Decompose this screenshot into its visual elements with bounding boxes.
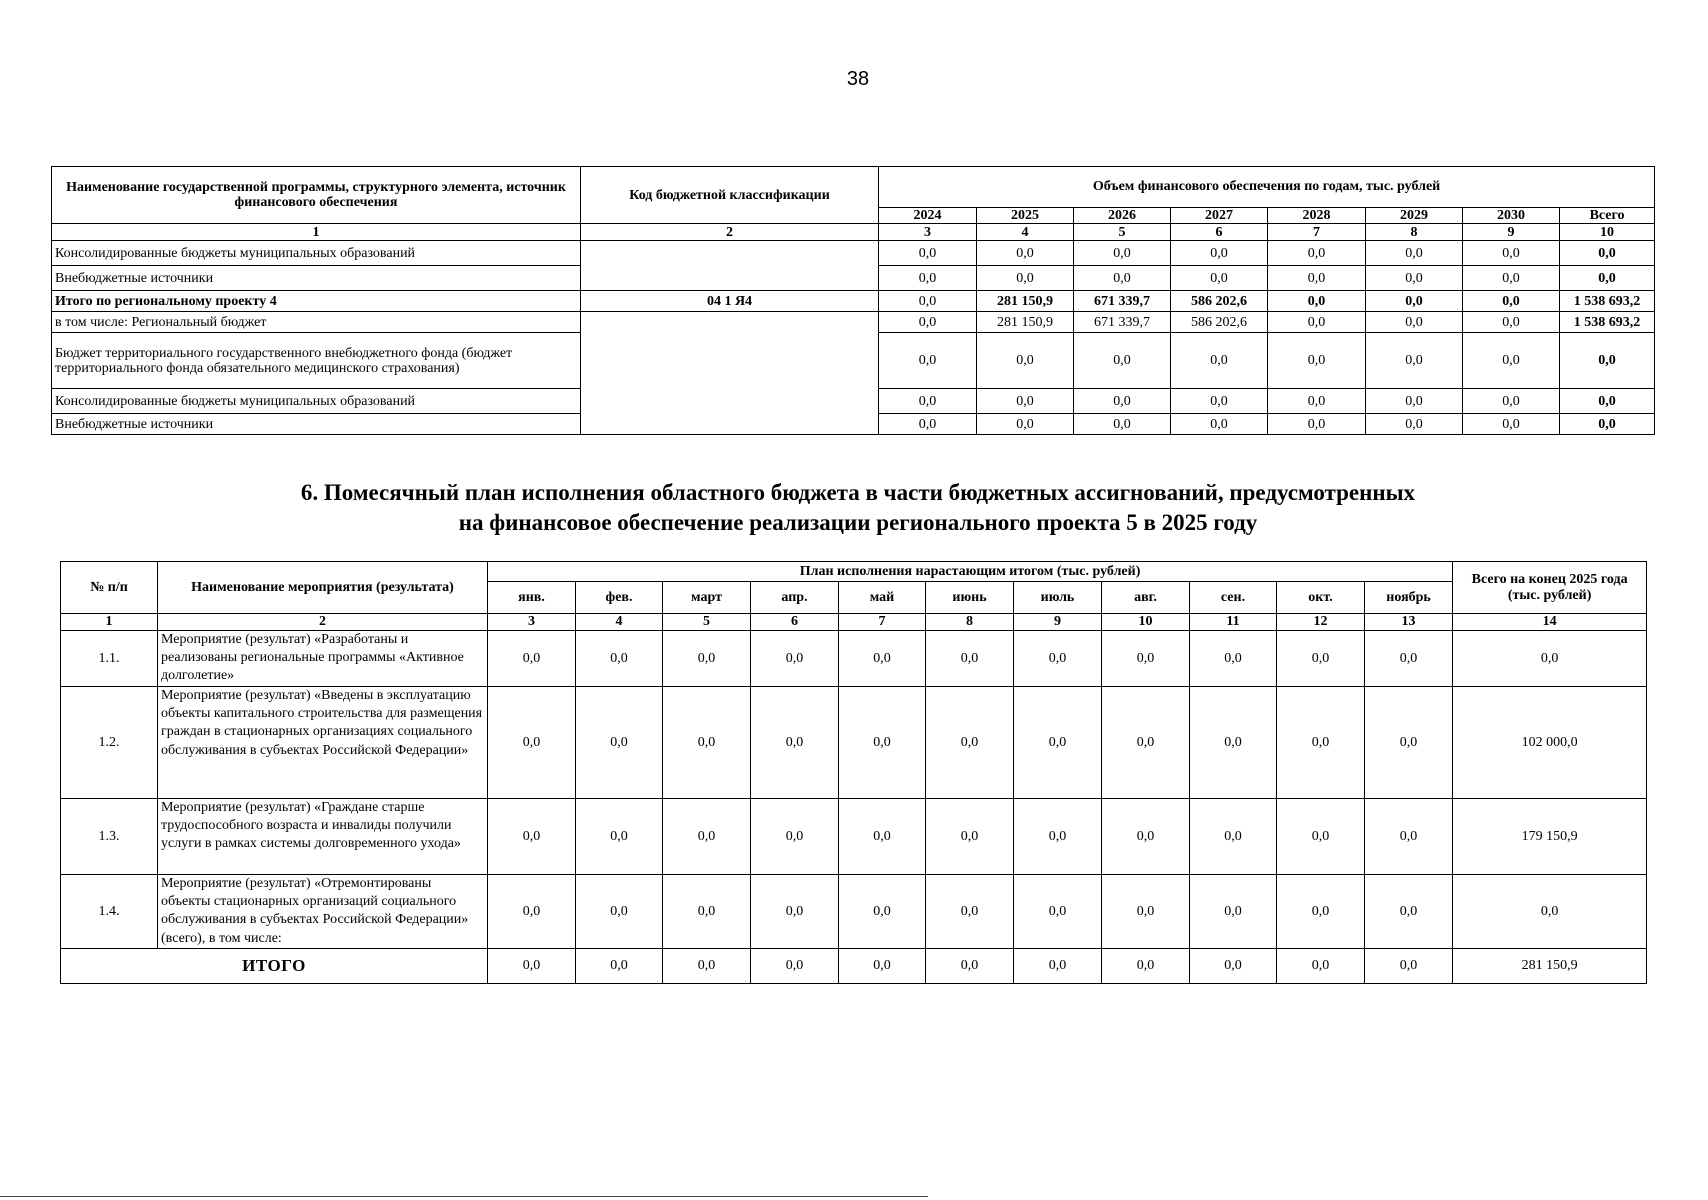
value-cell: 0,0 bbox=[1074, 266, 1171, 291]
row-number: 1.1. bbox=[61, 631, 158, 687]
month-value: 0,0 bbox=[1102, 687, 1190, 799]
year-header: 2029 bbox=[1366, 208, 1463, 224]
year-header: Всего bbox=[1560, 208, 1655, 224]
month-value: 0,0 bbox=[1014, 631, 1102, 687]
value-cell: 0,0 bbox=[1366, 333, 1463, 389]
value-cell: 0,0 bbox=[977, 414, 1074, 435]
column-index: 1 bbox=[52, 224, 581, 241]
row-name: Бюджет территориального государственного внебюджетного фонда (бюджет территориального фонда обязательного медицинского страхования) bbox=[52, 333, 581, 389]
column-index: 9 bbox=[1014, 614, 1102, 631]
value-cell: 671 339,7 bbox=[1074, 312, 1171, 333]
month-value: 0,0 bbox=[839, 875, 926, 949]
month-value: 0,0 bbox=[576, 875, 663, 949]
month-value: 0,0 bbox=[663, 631, 751, 687]
month-value: 0,0 bbox=[926, 875, 1014, 949]
column-index: 1 bbox=[61, 614, 158, 631]
year-header: 2024 bbox=[879, 208, 977, 224]
month-value: 0,0 bbox=[1365, 799, 1453, 875]
column-index: 8 bbox=[926, 614, 1014, 631]
value-cell: 0,0 bbox=[1366, 266, 1463, 291]
year-total: 0,0 bbox=[1453, 875, 1647, 949]
month-header: сен. bbox=[1190, 582, 1277, 614]
year-header: 2030 bbox=[1463, 208, 1560, 224]
value-cell: 0,0 bbox=[1366, 312, 1463, 333]
column-index: 4 bbox=[576, 614, 663, 631]
month-value: 0,0 bbox=[1277, 875, 1365, 949]
year-total: 102 000,0 bbox=[1453, 687, 1647, 799]
month-value: 0,0 bbox=[1102, 631, 1190, 687]
value-cell: 0,0 bbox=[1463, 414, 1560, 435]
value-cell: 281 150,9 bbox=[977, 312, 1074, 333]
month-value: 0,0 bbox=[1190, 687, 1277, 799]
value-cell: 0,0 bbox=[1074, 414, 1171, 435]
month-header: авг. bbox=[1102, 582, 1190, 614]
value-cell: 0,0 bbox=[1171, 241, 1268, 266]
header-year-total: Всего на конец 2025 года (тыс. рублей) bbox=[1453, 562, 1647, 614]
value-cell: 0,0 bbox=[977, 389, 1074, 414]
total-label: ИТОГО bbox=[61, 949, 488, 984]
row-code: 04 1 Я4 bbox=[581, 291, 879, 312]
value-cell: 0,0 bbox=[1366, 414, 1463, 435]
month-value: 0,0 bbox=[1102, 799, 1190, 875]
value-cell: 0,0 bbox=[1074, 389, 1171, 414]
month-value: 0,0 bbox=[1190, 631, 1277, 687]
header-num: № п/п bbox=[61, 562, 158, 614]
month-value: 0,0 bbox=[663, 799, 751, 875]
row-name: Внебюджетные источники bbox=[52, 414, 581, 435]
column-index: 14 bbox=[1453, 614, 1647, 631]
row-number: 1.3. bbox=[61, 799, 158, 875]
value-cell: 0,0 bbox=[1268, 312, 1366, 333]
row-code bbox=[581, 241, 879, 291]
value-cell: 0,0 bbox=[879, 291, 977, 312]
value-cell: 0,0 bbox=[1560, 266, 1655, 291]
month-value: 0,0 bbox=[488, 687, 576, 799]
year-header: 2028 bbox=[1268, 208, 1366, 224]
column-index: 2 bbox=[581, 224, 879, 241]
row-name: в том числе: Региональный бюджет bbox=[52, 312, 581, 333]
total-month-value: 0,0 bbox=[1102, 949, 1190, 984]
value-cell: 0,0 bbox=[1268, 389, 1366, 414]
value-cell: 0,0 bbox=[879, 266, 977, 291]
financing-table bbox=[51, 166, 1655, 435]
value-cell: 0,0 bbox=[879, 389, 977, 414]
value-cell: 0,0 bbox=[1366, 241, 1463, 266]
value-cell: 0,0 bbox=[1366, 389, 1463, 414]
month-value: 0,0 bbox=[1277, 799, 1365, 875]
column-index: 5 bbox=[663, 614, 751, 631]
table-row bbox=[52, 241, 1655, 266]
column-index: 4 bbox=[977, 224, 1074, 241]
month-value: 0,0 bbox=[1365, 875, 1453, 949]
section-title bbox=[0, 478, 1708, 538]
event-description: Мероприятие (результат) «Отремонтированы объекты стационарных организаций социального обслуживания в субъектах Российской Федерации» (всего), в том числе: bbox=[158, 875, 488, 949]
month-value: 0,0 bbox=[751, 631, 839, 687]
value-cell: 0,0 bbox=[1171, 266, 1268, 291]
page-number: 38 bbox=[846, 68, 870, 90]
row-name: Итого по региональному проекту 4 bbox=[52, 291, 581, 312]
month-value: 0,0 bbox=[576, 631, 663, 687]
table-row bbox=[61, 799, 1647, 875]
value-cell: 0,0 bbox=[879, 333, 977, 389]
event-description: Мероприятие (результат) «Граждане старше трудоспособного возраста и инвалиды получили услуги в рамках системы долговременного ухода» bbox=[158, 799, 488, 875]
value-cell: 0,0 bbox=[1171, 389, 1268, 414]
value-cell: 0,0 bbox=[1463, 291, 1560, 312]
month-value: 0,0 bbox=[1014, 799, 1102, 875]
value-cell: 1 538 693,2 bbox=[1560, 291, 1655, 312]
total-month-value: 0,0 bbox=[663, 949, 751, 984]
month-value: 0,0 bbox=[839, 687, 926, 799]
row-name: Внебюджетные источники bbox=[52, 266, 581, 291]
value-cell: 0,0 bbox=[1171, 414, 1268, 435]
month-header: фев. bbox=[576, 582, 663, 614]
total-month-value: 0,0 bbox=[839, 949, 926, 984]
value-cell: 0,0 bbox=[1463, 333, 1560, 389]
total-month-value: 0,0 bbox=[1277, 949, 1365, 984]
value-cell: 1 538 693,2 bbox=[1560, 312, 1655, 333]
month-header: окт. bbox=[1277, 582, 1365, 614]
table-row bbox=[52, 312, 1655, 333]
event-description: Мероприятие (результат) «Разработаны и реализованы региональные программы «Активное долголетие» bbox=[158, 631, 488, 687]
value-cell: 0,0 bbox=[1463, 241, 1560, 266]
header-event-name: Наименование мероприятия (результата) bbox=[158, 562, 488, 614]
value-cell: 0,0 bbox=[977, 333, 1074, 389]
total-month-value: 0,0 bbox=[1190, 949, 1277, 984]
month-value: 0,0 bbox=[1102, 875, 1190, 949]
total-month-value: 0,0 bbox=[926, 949, 1014, 984]
month-header: июль bbox=[1014, 582, 1102, 614]
header-name: Наименование государственной программы, структурного элемента, источник финансового обеспечения bbox=[52, 167, 581, 224]
month-header: март bbox=[663, 582, 751, 614]
value-cell: 0,0 bbox=[1268, 241, 1366, 266]
column-index: 10 bbox=[1102, 614, 1190, 631]
table-row bbox=[61, 631, 1647, 687]
grand-total: 281 150,9 bbox=[1453, 949, 1647, 984]
month-value: 0,0 bbox=[1365, 631, 1453, 687]
column-index: 10 bbox=[1560, 224, 1655, 241]
month-header: апр. bbox=[751, 582, 839, 614]
month-value: 0,0 bbox=[751, 799, 839, 875]
value-cell: 0,0 bbox=[879, 312, 977, 333]
month-value: 0,0 bbox=[1277, 631, 1365, 687]
value-cell: 0,0 bbox=[1560, 389, 1655, 414]
total-row bbox=[61, 949, 1647, 984]
total-month-value: 0,0 bbox=[1365, 949, 1453, 984]
month-value: 0,0 bbox=[663, 875, 751, 949]
month-value: 0,0 bbox=[1190, 875, 1277, 949]
month-value: 0,0 bbox=[1277, 687, 1365, 799]
value-cell: 0,0 bbox=[1560, 333, 1655, 389]
month-value: 0,0 bbox=[839, 799, 926, 875]
table-row bbox=[61, 687, 1647, 799]
column-index: 3 bbox=[488, 614, 576, 631]
section-title-line2: на финансовое обеспечение реализации регионального проекта 5 в 2025 году bbox=[458, 510, 1258, 535]
value-cell: 586 202,6 bbox=[1171, 312, 1268, 333]
header-code: Код бюджетной классификации bbox=[581, 167, 879, 224]
value-cell: 0,0 bbox=[1268, 291, 1366, 312]
month-value: 0,0 bbox=[576, 687, 663, 799]
year-header: 2025 bbox=[977, 208, 1074, 224]
value-cell: 0,0 bbox=[977, 266, 1074, 291]
column-index: 6 bbox=[751, 614, 839, 631]
value-cell: 586 202,6 bbox=[1171, 291, 1268, 312]
value-cell: 0,0 bbox=[977, 241, 1074, 266]
total-month-value: 0,0 bbox=[1014, 949, 1102, 984]
header-volume: Объем финансового обеспечения по годам, тыс. рублей bbox=[879, 167, 1655, 208]
column-index: 8 bbox=[1366, 224, 1463, 241]
row-number: 1.4. bbox=[61, 875, 158, 949]
table-row bbox=[61, 875, 1647, 949]
column-index: 13 bbox=[1365, 614, 1453, 631]
value-cell: 0,0 bbox=[1074, 333, 1171, 389]
total-month-value: 0,0 bbox=[751, 949, 839, 984]
month-value: 0,0 bbox=[751, 875, 839, 949]
column-index: 11 bbox=[1190, 614, 1277, 631]
total-month-value: 0,0 bbox=[576, 949, 663, 984]
month-header: май bbox=[839, 582, 926, 614]
value-cell: 0,0 bbox=[1074, 241, 1171, 266]
month-value: 0,0 bbox=[663, 687, 751, 799]
value-cell: 0,0 bbox=[879, 414, 977, 435]
value-cell: 0,0 bbox=[1463, 312, 1560, 333]
month-value: 0,0 bbox=[839, 631, 926, 687]
month-value: 0,0 bbox=[1014, 687, 1102, 799]
month-value: 0,0 bbox=[926, 631, 1014, 687]
value-cell: 0,0 bbox=[1171, 333, 1268, 389]
year-header: 2026 bbox=[1074, 208, 1171, 224]
month-value: 0,0 bbox=[1014, 875, 1102, 949]
column-index: 12 bbox=[1277, 614, 1365, 631]
column-index: 5 bbox=[1074, 224, 1171, 241]
month-value: 0,0 bbox=[576, 799, 663, 875]
value-cell: 0,0 bbox=[1268, 266, 1366, 291]
header-plan: План исполнения нарастающим итогом (тыс. рублей) bbox=[488, 562, 1453, 582]
bottom-rule bbox=[0, 1196, 928, 1197]
month-value: 0,0 bbox=[488, 875, 576, 949]
column-index: 6 bbox=[1171, 224, 1268, 241]
value-cell: 281 150,9 bbox=[977, 291, 1074, 312]
value-cell: 0,0 bbox=[1463, 389, 1560, 414]
month-value: 0,0 bbox=[926, 799, 1014, 875]
row-number: 1.2. bbox=[61, 687, 158, 799]
row-code bbox=[581, 312, 879, 435]
year-header: 2027 bbox=[1171, 208, 1268, 224]
column-index: 7 bbox=[1268, 224, 1366, 241]
month-value: 0,0 bbox=[751, 687, 839, 799]
column-index: 3 bbox=[879, 224, 977, 241]
month-value: 0,0 bbox=[488, 631, 576, 687]
year-total: 179 150,9 bbox=[1453, 799, 1647, 875]
value-cell: 0,0 bbox=[1560, 414, 1655, 435]
month-header: янв. bbox=[488, 582, 576, 614]
value-cell: 671 339,7 bbox=[1074, 291, 1171, 312]
month-value: 0,0 bbox=[926, 687, 1014, 799]
value-cell: 0,0 bbox=[879, 241, 977, 266]
section-title-line1: 6. Помесячный план исполнения областного бюджета в части бюджетных ассигнований, предусмотренных bbox=[300, 480, 1416, 505]
month-value: 0,0 bbox=[1365, 687, 1453, 799]
column-index: 7 bbox=[839, 614, 926, 631]
row-name: Консолидированные бюджеты муниципальных образований bbox=[52, 389, 581, 414]
year-total: 0,0 bbox=[1453, 631, 1647, 687]
month-header: июнь bbox=[926, 582, 1014, 614]
value-cell: 0,0 bbox=[1463, 266, 1560, 291]
monthly-plan-table bbox=[60, 561, 1647, 984]
column-index: 2 bbox=[158, 614, 488, 631]
value-cell: 0,0 bbox=[1268, 333, 1366, 389]
table-row bbox=[52, 291, 1655, 312]
value-cell: 0,0 bbox=[1560, 241, 1655, 266]
value-cell: 0,0 bbox=[1366, 291, 1463, 312]
total-month-value: 0,0 bbox=[488, 949, 576, 984]
value-cell: 0,0 bbox=[1268, 414, 1366, 435]
month-value: 0,0 bbox=[488, 799, 576, 875]
event-description: Мероприятие (результат) «Введены в эксплуатацию объекты капитального строительства для размещения граждан в стационарных организациях социального обслуживания в субъектах Российской Федерации» bbox=[158, 687, 488, 799]
month-header: ноябрь bbox=[1365, 582, 1453, 614]
row-name: Консолидированные бюджеты муниципальных образований bbox=[52, 241, 581, 266]
column-index: 9 bbox=[1463, 224, 1560, 241]
month-value: 0,0 bbox=[1190, 799, 1277, 875]
